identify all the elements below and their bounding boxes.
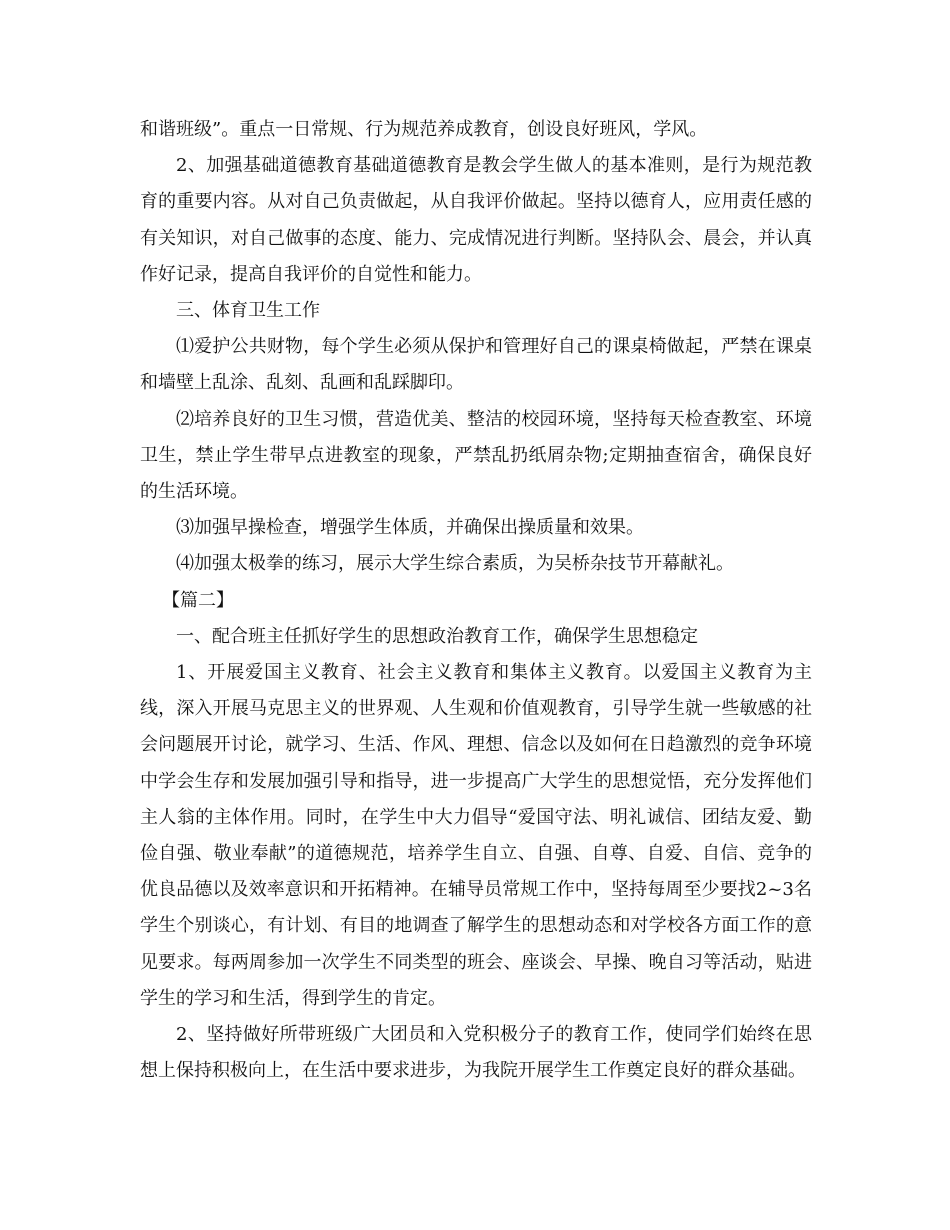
paragraph-hygiene-habits: ⑵培养良好的卫生习惯，营造优美、整洁的校园环境，坚持每天检查教室、环境卫生，禁止学生带早点进教室的现象，严禁乱扔纸屑杂物;定期抽查宿舍，确保良好的生活环境。 [140, 408, 812, 503]
paragraph-patriotic-education: 1、开展爱国主义教育、社会主义教育和集体主义教育。以爱国主义教育为主线，深入开展马克思主义的世界观、人生观和价值观教育，引导学生就一些敏感的社会问题展开讨论，就学习、生活、作风、理想、信念以及如何在日趋激烈的竞争环境中学会生存和发展加强引导和指导，进一步提高广大学生的思想觉悟，充分发挥他们主人翁的主体作用。同时，在学生中大力倡导“爱国守法、明礼诚信、团结友爱、勤俭自强、敬业奉献”的道德规范，培养学生自立、自强、自尊、自爱、自信、竞争的优良品德以及效率意识和开拓精神。在辅导员常规工作中，坚持每周至少要找2~3名学生个别谈心，有计划、有目的地调查了解学生的思想动态和对学校各方面工作的意见要求。每两周参加一次学生不同类型的班会、座谈会、早操、晚自习等活动，贴进学生的学习和生活，得到学生的肯定。 [140, 662, 812, 1009]
heading-sports-hygiene: 三、体育卫生工作 [176, 300, 320, 322]
paragraph-public-property: ⑴爱护公共财物，每个学生必须从保护和管理好自己的课桌椅做起，严禁在课桌和墙壁上乱涂、乱刻、乱画和乱踩脚印。 [140, 336, 812, 394]
section-marker-part-two: 【篇二】 [162, 589, 234, 611]
paragraph-taiji: ⑷加强太极拳的练习，展示大学生综合素质，为吴桥杂技节开幕献礼。 [176, 553, 734, 575]
document-body [140, 112, 812, 1089]
paragraph-basic-moral-education: 2、加强基础道德教育基础道德教育是教会学生做人的基本准则，是行为规范教育的重要内容。从对自己负责做起，从自我评价做起。坚持以德育人，应用责任感的有关知识，对自己做事的态度、能力、完成情况进行判断。坚持队会、晨会，并认真作好记录，提高自我评价的自觉性和能力。 [140, 155, 812, 285]
heading-ideological-education: 一、配合班主任抓好学生的思想政治教育工作，确保学生思想稳定 [176, 625, 698, 647]
paragraph-league-members: 2、坚持做好所带班级广大团员和入党积极分子的教育工作，使同学们始终在思想上保持积极向上，在生活中要求进步，为我院开展学生工作奠定良好的群众基础。 [140, 1024, 812, 1082]
paragraph-morning-exercise: ⑶加强早操检查，增强学生体质，并确保出操质量和效果。 [176, 517, 644, 539]
paragraph-continuation: 和谐班级”。重点一日常规、行为规范养成教育，创设良好班风，学风。 [140, 119, 708, 140]
